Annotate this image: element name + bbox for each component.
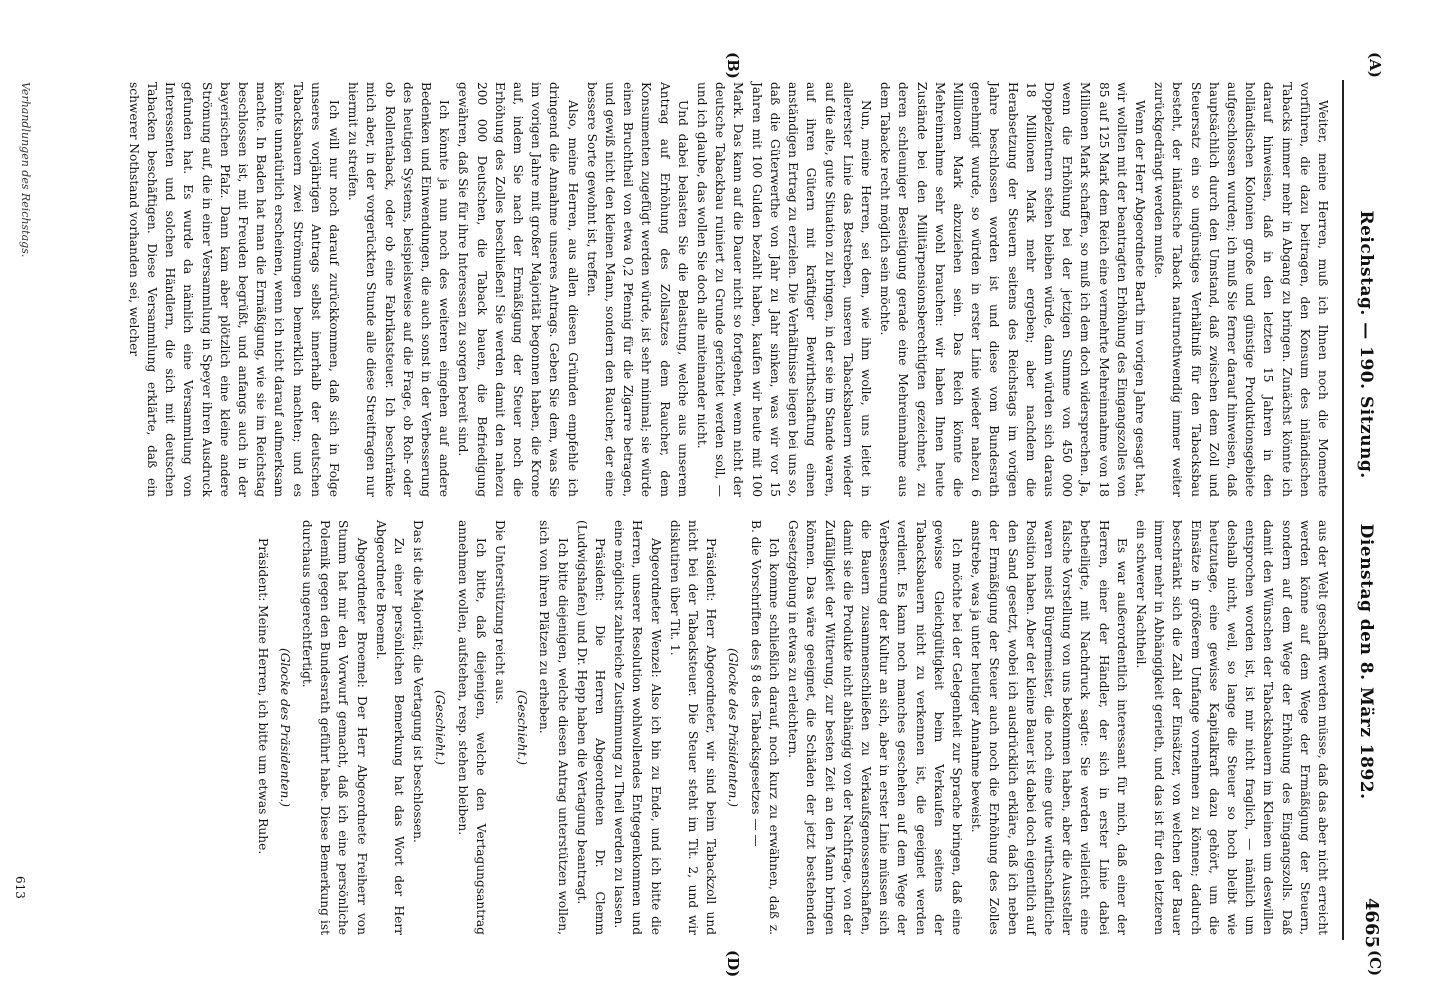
paragraph: Das ist die Majorität; die Vertagung ist beschlossen. [411, 520, 426, 843]
speaker-paragraph: Abgeordneter Broemel: Der Herr Abgeordnete Freiherr von Stumm hat mir den Vorwurf gemacht, daß ich eine persönliche Polemik gegen den Bundesrath geführt habe. Diese Bemerkung ist durchaus ungerechtfertigt. [300, 520, 369, 935]
stage-direction: (Geschieht.) [433, 689, 448, 766]
page-header [1358, 0, 1432, 1000]
right-text-column [252, 520, 1332, 935]
stage-direction: (Glocke des Präsidenten.) [277, 647, 292, 808]
paragraph: Ich bitte diejenigen, welche diesen Antrag unterstützen wollen, sich von ihren Plätzen zu erheben. [537, 520, 570, 935]
paragraph: Es war außerordentlich interessant für mich, daß einer der Herren, einer der Händler, der sich in erster Linie dabei betheiligte, mit Nachdruck sagte: Sie werden vielleicht eine falsche Vorstellung von uns bekommen haben, aber die Aussteller waren meist Bürgermeister, die noch eine gute wirthschaftliche Position haben. Aber der kleine Bauer ist dabei doch eigentlich auf den Sand gesetzt, wobei ich ausdrücklich erkläre, daß ich neben der Ermäßigung der Steuer auch noch die Erhöhung des Zolles anstrebe, was ja unter heutiger Annahme beweist. [969, 520, 1129, 935]
margin-mark-b: (B) [724, 52, 742, 79]
left-text-column [124, 82, 1332, 497]
paragraph: Wenn der Herr Abgeordnete Barth im vorigen Jahre gesagt hat, wir wollten mit der beantragten Erhöhung des Eingangszolles von 85 auf 125 Mark dem Reich eine vermehrte Mehreinnahme von 18 Millionen Mark schaffen, so muß ich dem doch widersprechen. Ja, wenn die Erhöhung bei der jetzigen Summe von 450 000 Doppelzentnern stehen bleiben würde, dann würden sich daraus 18 Millionen Mark mehr ergeben; aber nachdem die Herabsetzung der Steuern seitens des Reichstags im vorigen Jahre beschlossen worden ist und diese vom Bundesrath genehmigt wurde, so würden in erster Linie wieder nahezu 6 Millionen Mark abzuziehen sein. Das Reich könnte die Mehreinnahme sehr wohl brauchen: wir haben Ihnen heute Zustände bei den Militärpensionsberechtigten gezeichnet, zu deren schleuniger Beseitigung gerade eine Mehreinnahme aus dem Tabacke recht möglich sein möchte. [878, 82, 1147, 497]
page-number: 4665 [1361, 897, 1382, 948]
paragraph: Ich möchte bei der Gelegenheit zur Sprache bringen, daß eine gewisse Gleichgültigkeit beim Verkaufen seitens der Tabacksbauern nicht zu verkennen ist, die geeignet werden verdient. Es kann noch manches geschehen auf dem Wege der Verbesserung der Kultur an sich, aber in erster Linie müssen sich die Bauern zusammenschließen zu Verkaufsgenossenschaften, damit sie die Produkte nicht abhängig von der Nachfrage, von der Zufälligkeit der Witterung, zur besten Zeit an den Mann bringen können. Das wäre geeignet, die Schäden der jetzt bestehenden Gesetzgebung in etwas zu erleichtern. [786, 520, 964, 935]
speaker-paragraph: Präsident: Die Herren Abgeordneten Dr. Clemm (Ludwigshafen) und Dr. Hepp haben die Vertagung beantragt. [574, 520, 608, 935]
stage-direction: (Geschieht.) [515, 689, 530, 766]
digitization-stamp [0, 595, 18, 1000]
speaker-paragraph: Präsident: Herr Abgeordneter, wir sind beim Tabackzoll und nicht bei der Tabacksteuer. Die Steuer steht im Tit. 2, und wir diskutiren über Tit. 1. [667, 520, 719, 935]
footer-sheet-number: 613 [13, 876, 27, 899]
paragraph: Ich will nur noch darauf zurückkommen, daß sich in Folge unseres vorjährigen Antrags selbst innerhalb der deutschen Tabacksbauern zwei Strömungen bemerklich machten; und es könnte unnatürlich erscheinen, wenn ich nicht darauf aufmerksam machte. In Baden hat man die Ermäßigung, wie sie im Reichstag beschlossen ist, mit Freuden begrüßt, und anfangs auch in der bayerischen Pfalz. Dann kam aber plötzlich eine kleine andere Strömung auf, die in einer Versammlung in Speyer ihren Ausdruck gefunden hat. Es wurde da nämlich eine Versammlung von Interessenten und solchen Händlern, die sich mit deutschen Tabacken beschäftigen. Diese Versammlung erklärte, daß ein schwerer Nothstand vorhanden sei, welcher [126, 82, 342, 497]
margin-mark-a: (A) [1366, 52, 1384, 78]
session-date: Dienstag den 8. März 1892. [1356, 523, 1376, 800]
paragraph: Ich komme schließlich darauf, noch kurz zu erwähnen, daß z. B. die Vorschriften des § 8 des Tabacksgesetzes — — [748, 520, 781, 935]
session-title: Reichstag. — 190. Sitzung. [1356, 210, 1376, 479]
paragraph: Die Unterstützung reicht aus. [493, 520, 508, 705]
margin-mark-d: (D) [724, 950, 742, 978]
paragraph: Nun, meine Herren, sei dem, wie ihm wolle, uns leitet in allererster Linie das Bestreben, unseren Tabacksbauern wieder auf die alte, gute Situation zu bringen, in der sie im Stande waren, auf ihren Gütern mit kräftiger Bewirthschaftung einen anständigen Ertrag zu erzielen. Die Verhältnisse liegen bei uns so, daß die Güterwerthe von Jahr zu Jahr sinken, was wir vor 15 Jahren mit 100 Gulden bezahlt haben, kaufen wir heute mit 100 Mark. Das kann auf die Dauer nicht so fortgehen, wenn nicht der deutsche Tabackbau ruiniert zu Grunde gerichtet werden soll, — und ich glaube, das wollen Sie doch alle miteinander nicht. [695, 82, 873, 497]
paragraph: Weiter, meine Herren, muß ich Ihnen noch die Momente vorführen, die dazu beitragen, den Konsum des inländischen Tabacks immer mehr in Abgang zu bringen. Zunächst könnte ich darauf hinweisen, daß in den letzten 15 Jahren in den holländischen Kolonien große und günstige Produktionsgebiete aufgeschlossen wurden; ich muß Sie ferner darauf hinweisen, daß hauptsächlich durch den Umstand, daß zwischen dem Zoll und Steuersatz ein so ungünstiges Verhältniß für den Tabacksbau besteht, der inländische Taback naturnothwendig immer weiter zurückgedrängt werden mußte. [1152, 82, 1330, 497]
header-rule [1342, 80, 1344, 940]
paragraph: Zu einer persönlichen Bemerkung hat das Wort der Herr Abgeordnete Broemel. [373, 520, 407, 935]
paragraph: Ich könnte ja nun noch des weiteren eingehen auf andere Bedenken und Einwendungen, die auch sonst in der Verbesserung des heutigen Systems, beispielsweise auf die Frage, ob Roh- oder ob Rollentaback, oder ob eine Fabrikatsteuer. Ich beschränke mich aber, in der vorgerückten Stunde alle diese Streitfragen nur hiermit zu streifen. [346, 82, 452, 497]
paragraph: Ich bitte, daß diejenigen, welche den Vertagungsantrag annehmen wollen, aufstehen, resp. stehen bleiben. [455, 520, 488, 935]
speaker-paragraph: Abgeordneter Wenzel: Also ich bin zu Ende, und ich bitte die Herren, unserer Resolution wohlwollendes Entgegenkommen und eine möglichst zahlreiche Zustimmung zu Theil werden zu lassen. [612, 520, 663, 935]
running-head [1356, 120, 1376, 890]
stage-direction: (Glocke des Präsidenten.) [726, 647, 741, 808]
margin-mark-c: (C) [1366, 950, 1384, 977]
paragraph: Und dabei belasten Sie die Belastung, welche aus unserem Antrag auf Erhöhung des Zollsatzes dem Raucher, dem Konsumenten zugefügt werden würde, ist sehr minimal; sie würde einen Bruchtheil von etwa 0,2 Pfennig für die Zigarre betragen, und gewiß nicht den kleinen Mann, sondern den Raucher, der eine bessere Sorte gewohnt ist, treffen. [584, 82, 690, 497]
footer-source: Verhandlungen des Reichstags. [19, 82, 32, 258]
speaker-paragraph: Präsident: Meine Herren, ich bitte um etwas Ruhe. [255, 538, 270, 855]
paragraph: aus der Welt geschafft werden müsse, daß das aber nicht erreicht werden könne auf dem Wege der Ermäßigung der Steuern, sondern auf dem Wege der Erhöhung des Eingangszolls. Daß damit den Wünschen der Tabacksbauern im Kleinen um deswillen entsprochen worden ist, ist mir nicht fraglich, — nämlich um deshalb nicht, weil, so lange die Steuer so hoch bleibt wie heutzutage, eine gewisse Kapitalkraft dazu gehört, um die Einsätze in größerem Umfange vornehmen zu können; dadurch beschränkt sich die Zahl der Einsätzer, von welchen der Bauer immer mehr in Abhängigkeit gerieth, und das ist für den letzteren ein schwerer Nachtheil. [1133, 520, 1330, 935]
paragraph: Also, meine Herren, aus allen diesen Gründen empfehle ich dringend die Annahme unseres Antrags. Geben Sie dem, was Sie im vorigen Jahre mit großer Majorität begonnen haben, die Krone auf, indem Sie nach der Ermäßigung der Steuer noch die Erhöhung des Zolles beschließen! Sie werden damit den nahezu 200 000 Deutschen, die Taback bauen, die Befriedigung gewähren, daß Sie für ihre Interessen zu sorgen bereit sind. [456, 82, 580, 497]
